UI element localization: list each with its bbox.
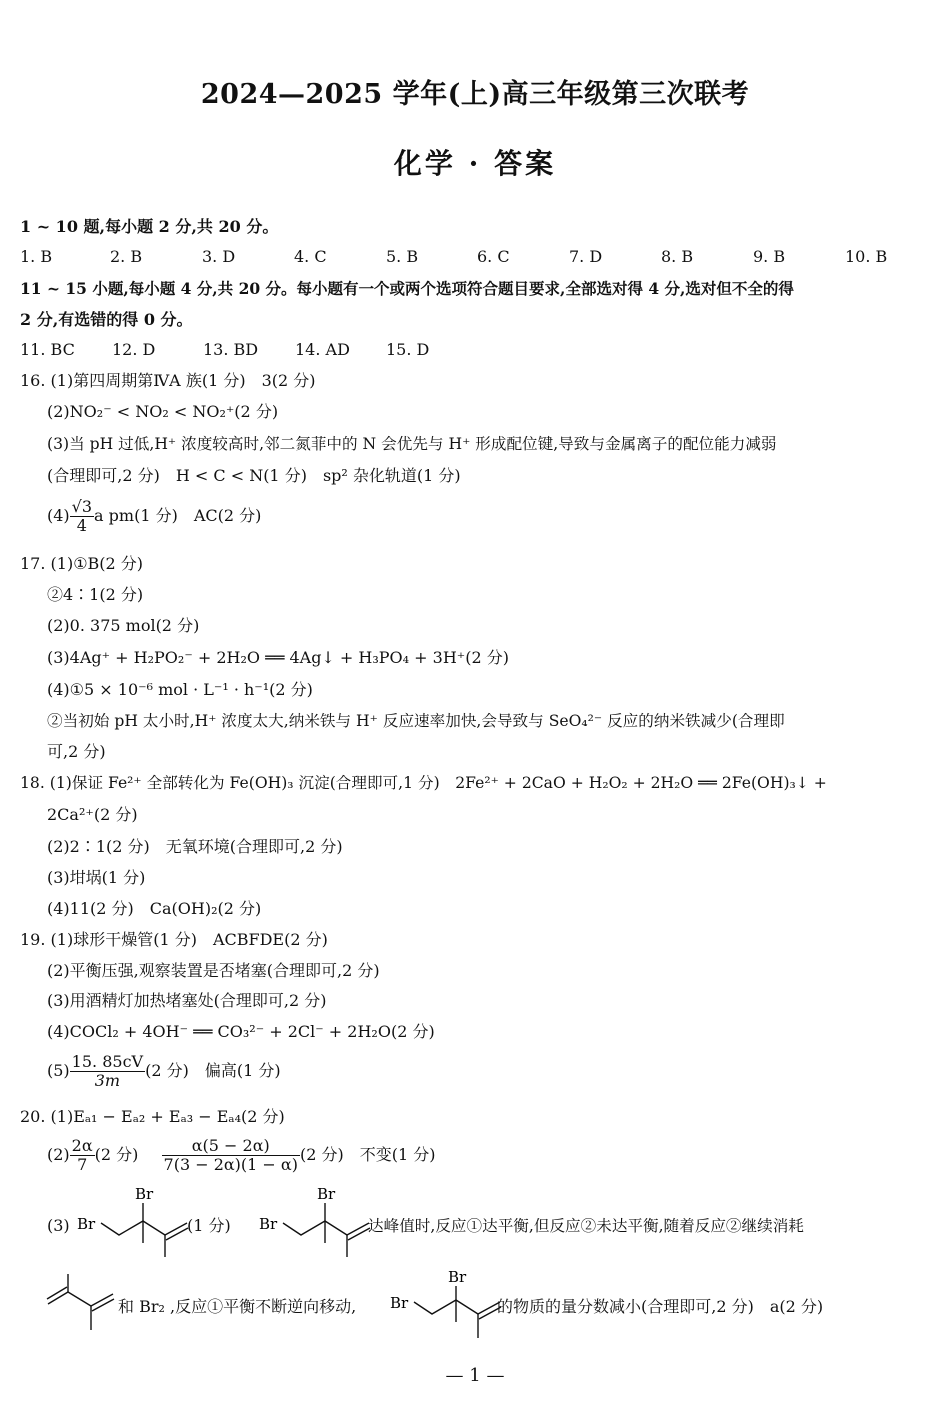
answer-11: 11. BC xyxy=(20,340,75,359)
q16-line1: 16. (1)第四周期第ⅣA 族(1 分) 3(2 分) xyxy=(20,371,316,390)
q19-line5 xyxy=(47,1053,281,1090)
isoprene-bond xyxy=(68,1292,91,1306)
fraction-numerator: 2α xyxy=(71,1136,93,1155)
q19-line4: (4)COCl₂ + 4OH⁻ ══ CO₃²⁻ + 2Cl⁻ + 2H₂O(2 分) xyxy=(47,1022,435,1041)
page-subtitle: 化学 · 答案 xyxy=(393,147,557,180)
q20-part3-explanation: 达峰值时,反应①达平衡,但反应②未达平衡,随着反应②继续消耗 xyxy=(368,1217,804,1235)
answer-3: 3. D xyxy=(202,247,236,266)
q20-part3-score: (1 分) xyxy=(187,1216,231,1235)
structure-2-skeleton xyxy=(283,1221,347,1235)
answer-9: 9. B xyxy=(753,247,786,266)
section1-intro: 1 ~ 10 题,每小题 2 分,共 20 分。 xyxy=(20,217,279,236)
structure-2-double-bond xyxy=(348,1228,370,1240)
structure-2-br-top: Br xyxy=(317,1185,336,1203)
q20-part2-score1: (2 分) xyxy=(94,1145,139,1164)
q17-line5: (4)①5 × 10⁻⁶ mol · L⁻¹ · h⁻¹(2 分) xyxy=(47,680,313,699)
fraction-sqrt3-over-4 xyxy=(70,498,94,535)
answer-14: 14. AD xyxy=(295,340,350,359)
q16-part4-rest: a pm(1 分) AC(2 分) xyxy=(94,506,262,525)
q18-line5: (4)11(2 分) Ca(OH)₂(2 分) xyxy=(47,899,262,918)
q17-line1: 17. (1)①B(2 分) xyxy=(20,554,144,573)
q19-part5-rest: (2 分) 偏高(1 分) xyxy=(145,1061,281,1080)
fraction-denominator: 7(3 − 2α)(1 − α) xyxy=(163,1155,298,1174)
q19-line1: 19. (1)球形干燥管(1 分) ACBFDE(2 分) xyxy=(20,930,328,949)
answer-8: 8. B xyxy=(661,247,694,266)
answer-4: 4. C xyxy=(294,247,327,266)
q18-line1: 18. (1)保证 Fe²⁺ 全部转化为 Fe(OH)₃ 沉淀(合理即可,1 分) 2Fe²⁺ + 2CaO + H₂O₂ + 2H₂O ══ 2Fe(OH)₃↓ + xyxy=(20,774,827,792)
q20-line2 xyxy=(47,1137,435,1174)
fraction-denominator: 4 xyxy=(76,516,87,535)
fraction-numerator: √3 xyxy=(71,497,93,516)
answer-10: 10. B xyxy=(845,247,888,266)
structure-1-molecule xyxy=(75,1183,195,1263)
q20-part2-label: (2) xyxy=(47,1145,70,1164)
answer-7: 7. D xyxy=(569,247,603,266)
isoprene-double-bond xyxy=(92,1299,114,1311)
q17-line7: 可,2 分) xyxy=(47,742,106,761)
q17-line3: (2)0. 375 mol(2 分) xyxy=(47,616,200,635)
fraction-2alpha-over-7 xyxy=(70,1137,95,1174)
q17-line2: ②4∶1(2 分) xyxy=(47,585,144,604)
structure-2-molecule xyxy=(257,1183,377,1263)
structure-2-br-left: Br xyxy=(259,1215,278,1233)
answer-12: 12. D xyxy=(112,340,156,359)
answer-2: 2. B xyxy=(110,247,143,266)
q20-part3-cont-a: 和 Br₂ ,反应①平衡不断逆向移动, xyxy=(118,1297,357,1316)
isoprene-bond xyxy=(48,1292,68,1304)
q18-line4: (3)坩埚(1 分) xyxy=(47,868,146,887)
structure-3-molecule xyxy=(388,1266,508,1346)
fraction-numerator: α(5 − 2α) xyxy=(162,1137,300,1156)
section2-intro-2: 2 分,有选错的得 0 分。 xyxy=(20,310,193,329)
q16-line3: (3)当 pH 过低,H⁺ 浓度较高时,邻二氮菲中的 N 会优先与 H⁺ 形成配位键,导致与金属离子的配位能力减弱 xyxy=(47,435,777,453)
isoprene-molecule xyxy=(43,1272,123,1336)
q20-part2-rest: (2 分) 不变(1 分) xyxy=(299,1145,436,1164)
q16-line4: (合理即可,2 分) H < C < N(1 分) sp² 杂化轨道(1 分) xyxy=(47,466,461,485)
page-number: — 1 — xyxy=(445,1365,505,1386)
fraction-alpha-expression xyxy=(162,1137,300,1174)
fraction-15-85cV-over-3m xyxy=(70,1053,145,1090)
q16-part4-label: (4) xyxy=(47,506,70,525)
q20-line1: 20. (1)Eₐ₁ − Eₐ₂ + Eₐ₃ − Eₐ₄(2 分) xyxy=(20,1107,285,1126)
q17-line6: ②当初始 pH 太小时,H⁺ 浓度太大,纳米铁与 H⁺ 反应速率加快,会导致与 SeO₄²⁻ 反应的纳米铁减少(合理即 xyxy=(47,712,785,730)
q19-part5-label: (5) xyxy=(47,1061,70,1080)
structure-2-bond xyxy=(347,1223,369,1235)
fraction-denominator: 7 xyxy=(77,1155,88,1174)
q20-part3-cont-b: 的物质的量分数减小(合理即可,2 分) a(2 分) xyxy=(497,1297,824,1316)
structure-1-br-top: Br xyxy=(135,1185,154,1203)
structure-3-skeleton xyxy=(414,1300,478,1314)
answer-15: 15. D xyxy=(386,340,430,359)
structure-1-br-left: Br xyxy=(77,1215,96,1233)
isoprene-double-bond xyxy=(47,1287,67,1299)
answer-1: 1. B xyxy=(20,247,53,266)
fraction-denominator: 3m xyxy=(94,1071,121,1090)
structure-3-br-left: Br xyxy=(390,1294,409,1312)
q17-line4: (3)4Ag⁺ + H₂PO₂⁻ + 2H₂O ══ 4Ag↓ + H₃PO₄ + 3H⁺(2 分) xyxy=(47,648,509,667)
q19-line3: (3)用酒精灯加热堵塞处(合理即可,2 分) xyxy=(47,991,327,1010)
q18-line3: (2)2∶1(2 分) 无氧环境(合理即可,2 分) xyxy=(47,837,343,856)
page-title: 2024—2025 学年(上)高三年级第三次联考 xyxy=(200,79,750,110)
structure-1-double-bond xyxy=(166,1228,188,1240)
answer-5: 5. B xyxy=(386,247,419,266)
structure-1-skeleton xyxy=(101,1221,165,1235)
structure-3-br-top: Br xyxy=(448,1268,467,1286)
answer-6: 6. C xyxy=(477,247,510,266)
q16-line2: (2)NO₂⁻ < NO₂ < NO₂⁺(2 分) xyxy=(47,402,279,421)
answer-13: 13. BD xyxy=(203,340,259,359)
q16-line5 xyxy=(47,498,261,535)
structure-1-bond xyxy=(165,1223,187,1235)
fraction-numerator: 15. 85cV xyxy=(71,1052,144,1071)
q18-line2: 2Ca²⁺(2 分) xyxy=(47,805,138,824)
isoprene-bond xyxy=(91,1294,113,1306)
q20-part3-label: (3) xyxy=(47,1216,70,1235)
section2-intro-1: 11 ~ 15 小题,每小题 4 分,共 20 分。每小题有一个或两个选项符合题目要求,全部选对得 4 分,选对但不全的得 xyxy=(20,279,794,298)
q19-line2: (2)平衡压强,观察装置是否堵塞(合理即可,2 分) xyxy=(47,961,380,980)
